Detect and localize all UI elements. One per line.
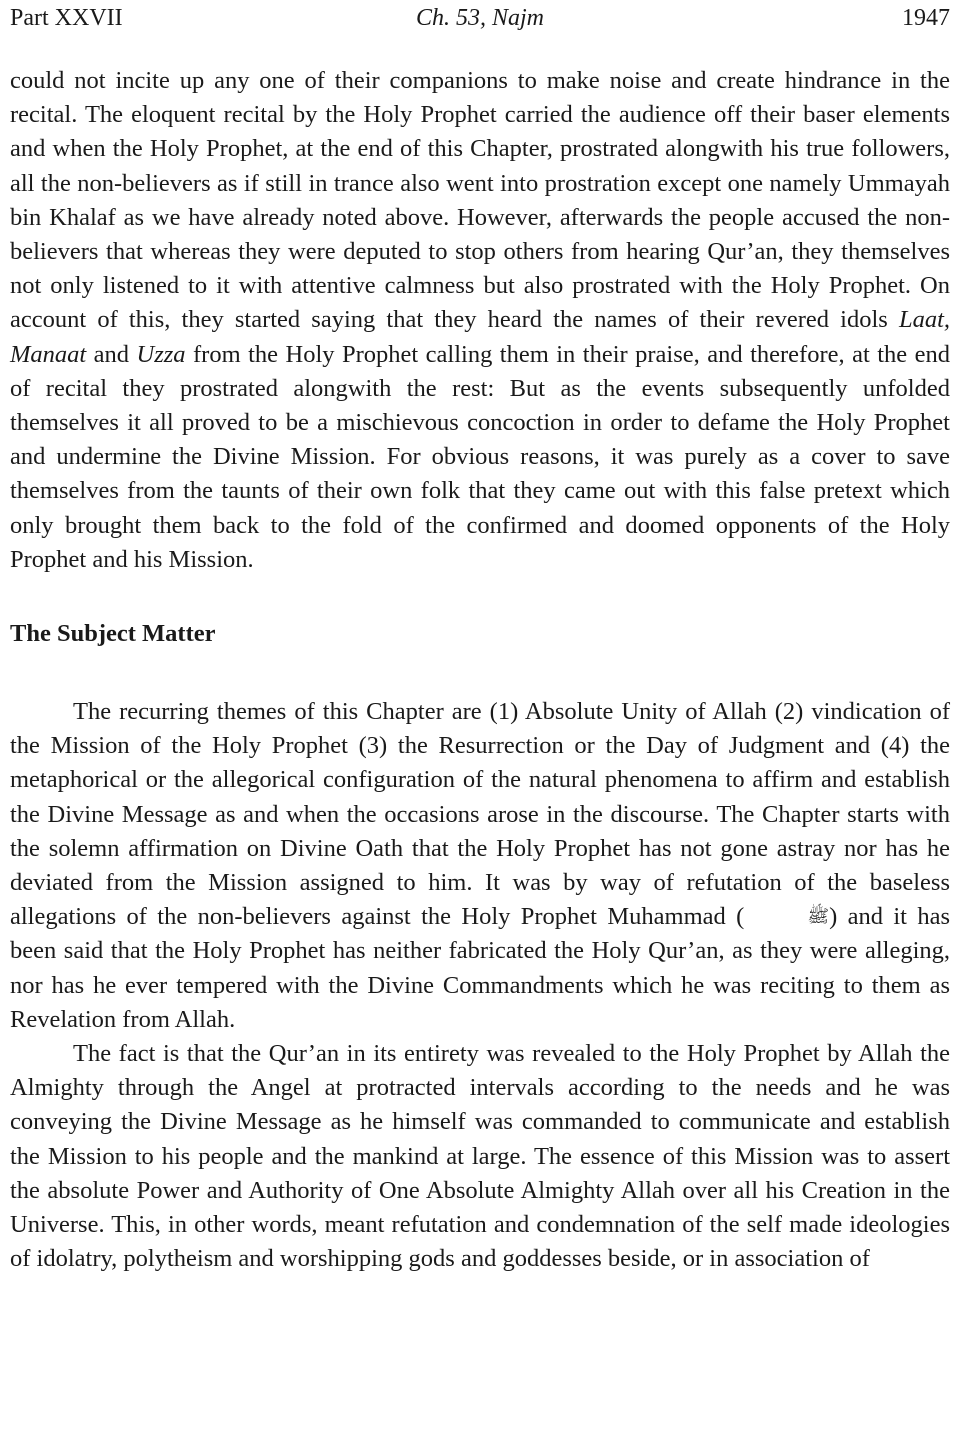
idol-name: Uzza <box>136 340 186 368</box>
part-label: Part XXVII <box>10 5 123 31</box>
running-header <box>10 0 950 36</box>
paragraph-text: The recurring themes of this Chapter are (1) Absolute Unity of Allah (2) vindication of the Mission of the Holy Prophet (3) the Resurrection or the Day of Judgment and (4) the metaphorical or the allegorical configuration of the natural phenomena to affirm and establish the Divine Message as and when the occasions arose in the discourse. The Chapter starts with the solemn affirmation on Divine Oath that the Holy Prophet has not gone astray nor has he deviated from the Mission assigned to him. It was by way of refutation of the baseless allegations of the non-believers against the Holy Prophet Muhammad ( <box>10 698 950 931</box>
idol-names: Laat, Manaat <box>10 306 950 368</box>
paragraph-text: from the Holy Prophet calling them in their praise, and therefore, at the end of recital they prostrated alongwith the rest: But as the events subsequently unfolded themselves it all proved to be a mischievous concoction in order to defame the Holy Prophet and undermine the Divine Mission. For obvious reasons, it was purely as a cover to save themselves from the taunts of their own folk that they came out with this false pretext which only brought them back to the fold of the confirmed and doomed opponents of the Holy Prophet and his Mission. <box>10 340 950 573</box>
paragraph-text: and <box>86 340 137 368</box>
page-number: 1947 <box>902 5 950 31</box>
paragraph-text: ) and it has been said that the Holy Prophet has neither fabricated the Holy Qur’an, as they were alleging, nor has he ever tempered with the Divine Commandments which he was reciting to them as Revelation from Allah. <box>10 903 950 1033</box>
paragraph-text: could not incite up any one of their companions to make noise and create hindrance in the recital. The eloquent recital by the Holy Prophet carried the audience off their baser elements and when the Holy Prophet, at the end of this Chapter, prostrated alongwith his true followers, all the non-believers as if still in trance also went into prostration except one namely Ummayah bin Khalaf as we have already noted above. However, afterwards the people accused the non-believers that whereas they were deputed to stop others from hearing Qur’an, they themselves not only listened to it with attentive calmness but also prostrated with the Holy Prophet. On account of this, they started saying that they heard the names of their revered idols <box>10 67 950 334</box>
book-page <box>10 0 950 1277</box>
paragraph-revelation <box>10 1037 950 1276</box>
chapter-title: Ch. 53, Najm <box>415 5 544 31</box>
paragraph-text: The fact is that the Qur’an in its entirety was revealed to the Holy Prophet by Allah the Almighty through the Angel at protracted intervals according to the needs and he was conveying the Divine Message as he himself was commanded to communicate and establish the Mission to his people and the mankind at large. The essence of this Mission was to assert the absolute Power and Authority of One Absolute Almighty Allah over all his Creation in the Universe. This, in other words, meant refutation and condemnation of the self made ideologies of idolatry, polytheism and worshipping gods and goddesses beside, or in association of <box>10 1040 950 1273</box>
section-heading: The Subject Matter <box>10 620 216 648</box>
paragraph-continuation <box>10 64 950 577</box>
salutation-emblem-icon: ﷺ <box>807 906 830 927</box>
paragraph-subject-matter <box>10 695 950 1037</box>
